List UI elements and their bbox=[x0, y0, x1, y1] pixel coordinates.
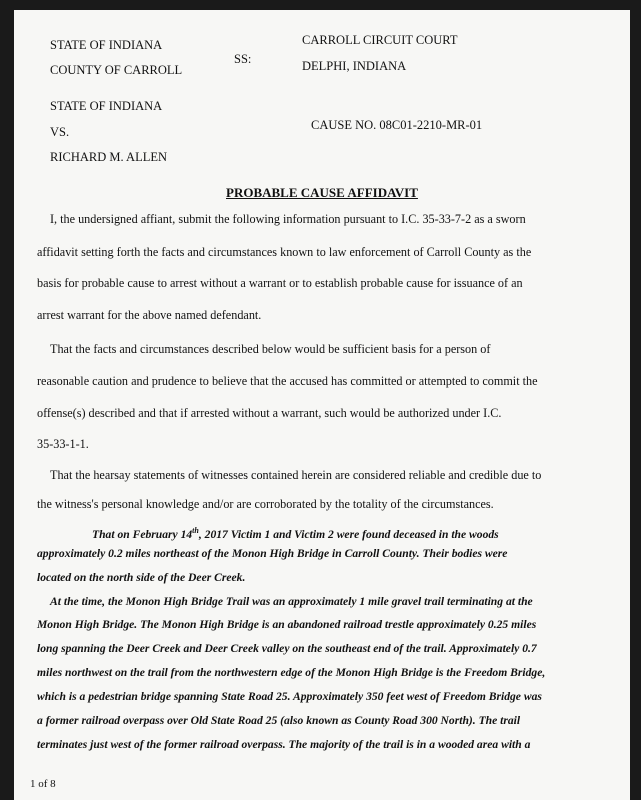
paragraph-line: At the time, the Monon High Bridge Trail was an approximately 1 mile gravel trail terminating at the bbox=[50, 595, 533, 608]
paragraph-line: the witness's personal knowledge and/or are corroborated by the totality of the circumstances. bbox=[37, 497, 494, 511]
paragraph-line: offense(s) described and that if arrested without a warrant, such would be authorized under I.C. bbox=[37, 406, 502, 420]
paragraph-line: That the hearsay statements of witnesses contained herein are considered reliable and credible due to bbox=[50, 468, 542, 482]
paragraph-line: terminates just west of the former railroad overpass. The majority of the trail is in a wooded area with a bbox=[37, 738, 531, 751]
header-state: STATE OF INDIANA bbox=[50, 38, 163, 52]
paragraph-line: miles northwest on the trail from the northwestern edge of the Monon High Bridge is the Freedom Bridge, bbox=[37, 666, 546, 679]
paragraph-line: which is a pedestrian bridge spanning State Road 25. Approximately 350 feet west of Freedom Bridge was bbox=[37, 690, 542, 703]
page-title: PROBABLE CAUSE AFFIDAVIT bbox=[226, 185, 418, 200]
paragraph-line: long spanning the Deer Creek and Deer Creek valley on the southeast end of the trail. Approximately 0.7 bbox=[37, 642, 537, 655]
paragraph-line: affidavit setting forth the facts and circumstances known to law enforcement of Carroll County as the bbox=[37, 245, 532, 259]
paragraph-line: Monon High Bridge. The Monon High Bridge is an abandoned railroad trestle approximately 0.25 miles bbox=[37, 618, 537, 631]
caption-vs: VS. bbox=[50, 125, 70, 139]
caption-defendant: RICHARD M. ALLEN bbox=[50, 150, 168, 164]
paragraph-line: That the facts and circumstances described below would be sufficient basis for a person of bbox=[50, 342, 491, 356]
date-text-rest: , 2017 Victim 1 and Victim 2 were found deceased in the woods bbox=[198, 527, 499, 541]
paragraph-line: arrest warrant for the above named defendant. bbox=[37, 308, 262, 322]
paragraph-line: located on the north side of the Deer Creek. bbox=[37, 571, 246, 584]
header-county: COUNTY OF CARROLL bbox=[50, 63, 183, 77]
date-superscript: th bbox=[192, 526, 199, 535]
date-text: That on February 14 bbox=[92, 527, 193, 541]
header-city: DELPHI, INDIANA bbox=[302, 59, 407, 73]
paragraph-line bbox=[92, 524, 499, 542]
document-page bbox=[14, 10, 630, 800]
paragraph-line: a former railroad overpass over Old State Road 25 (also known as County Road 300 North). The trail bbox=[37, 714, 521, 727]
header-ss: SS: bbox=[234, 52, 252, 66]
paragraph-line: I, the undersigned affiant, submit the following information pursuant to I.C. 35-33-7-2 as a sworn bbox=[50, 212, 526, 226]
header-court: CARROLL CIRCUIT COURT bbox=[302, 33, 458, 47]
paragraph-line: approximately 0.2 miles northeast of the Monon High Bridge in Carroll County. Their bodies were bbox=[37, 547, 508, 560]
paragraph-line: 35-33-1-1. bbox=[37, 437, 89, 451]
page-number: 1 of 8 bbox=[30, 778, 56, 790]
caption-plaintiff: STATE OF INDIANA bbox=[50, 99, 163, 113]
cause-number: CAUSE NO. 08C01-2210-MR-01 bbox=[311, 118, 483, 132]
paragraph-line: basis for probable cause to arrest without a warrant or to establish probable cause for issuance of an bbox=[37, 276, 523, 290]
paragraph-line: reasonable caution and prudence to believe that the accused has committed or attempted to commit the bbox=[37, 374, 538, 388]
